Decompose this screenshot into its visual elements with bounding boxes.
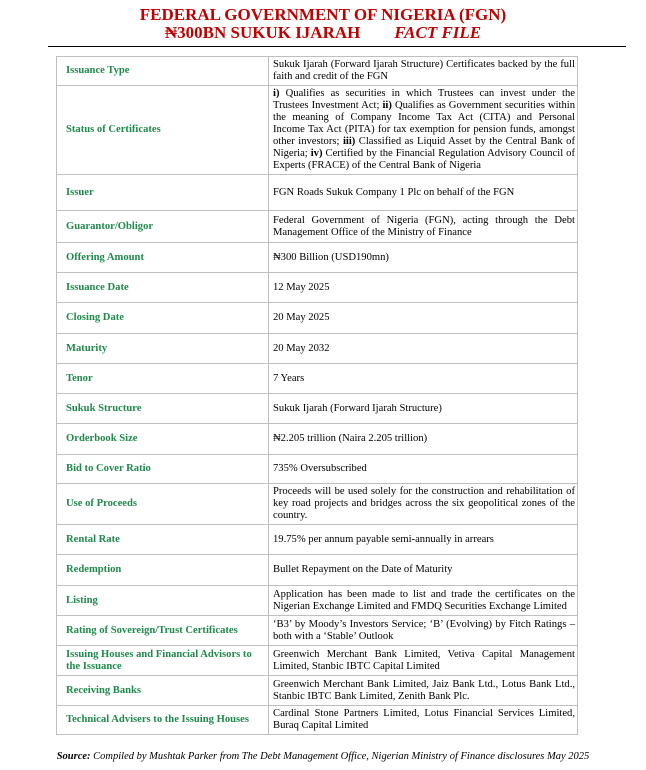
- row-value: Proceeds will be used solely for the construction and rehabilitation of key road projects and bridges across the six geopolitical zones of the country.: [269, 484, 578, 525]
- status-item-text: Classified as Liquid Asset by the Central Bank of Nigeria;: [273, 136, 576, 159]
- source-text: Compiled by Mushtak Parker from The Debt Management Office, Nigerian Ministry of Finance disclosures May 2025: [90, 751, 590, 762]
- table-row: [57, 676, 578, 706]
- row-label: Status of Certificates: [57, 86, 269, 175]
- row-value: 20 May 2025: [269, 303, 578, 334]
- table-row: [57, 525, 578, 555]
- row-label: Bid to Cover Ratio: [57, 455, 269, 484]
- status-item-number: iii): [342, 136, 356, 147]
- row-value: Sukuk Ijarah (Forward Ijarah Structure): [269, 394, 578, 424]
- row-value: 19.75% per annum payable semi-annually in arrears: [269, 525, 578, 555]
- table-row: [57, 484, 578, 525]
- row-value: ₦300 Billion (USD190mn): [269, 243, 578, 273]
- table-row: [57, 86, 578, 175]
- row-label: Issuer: [57, 175, 269, 211]
- document-title: FEDERAL GOVERNMENT OF NIGERIA (FGN): [139, 5, 507, 24]
- row-label: Guarantor/Obligor: [57, 211, 269, 243]
- row-label: Tenor: [57, 364, 269, 394]
- row-label: Rating of Sovereign/Trust Certificates: [57, 616, 269, 646]
- row-value: ‘B3’ by Moody’s Investors Service; ‘B’ (Evolving) by Fitch Ratings – both with a ‘Stable’ Outlook: [269, 616, 578, 646]
- status-item-number: iv): [310, 148, 323, 159]
- row-label: Receiving Banks: [57, 676, 269, 706]
- status-item-number: i): [273, 88, 280, 99]
- status-item-text: Qualifies as securities in which Trustees can invest under the Trustees Investment Act;: [273, 88, 575, 111]
- row-label: Issuance Date: [57, 273, 269, 303]
- table-row: [57, 646, 578, 676]
- table-row: [57, 424, 578, 455]
- row-value: Greenwich Merchant Bank Limited, Jaiz Bank Ltd., Lotus Bank Ltd., Stanbic IBTC Bank Limited, Zenith Bank Plc.: [269, 676, 578, 706]
- status-item-number: ii): [382, 100, 392, 111]
- table-row: [57, 211, 578, 243]
- row-value: 7 Years: [269, 364, 578, 394]
- row-label: Use of Proceeds: [57, 484, 269, 525]
- fact-file-label: FACT FILE: [394, 23, 482, 42]
- row-label: Offering Amount: [57, 243, 269, 273]
- table-row: [57, 303, 578, 334]
- row-label: Listing: [57, 586, 269, 616]
- table-row: [57, 586, 578, 616]
- row-value: 735% Oversubscribed: [269, 455, 578, 484]
- row-value: Application has been made to list and trade the certificates on the Nigerian Exchange Limited and FMDQ Securities Exchange Limited: [269, 586, 578, 616]
- row-value: Federal Government of Nigeria (FGN), acting through the Debt Management Office of the Ministry of Finance: [269, 211, 578, 243]
- table-row: [57, 364, 578, 394]
- status-item-text: Qualifies as Government securities within the meaning of Company Income Tax Act (CITA) and Personal Income Tax Act (PITA) for tax exemption for pension funds, amongst other investors;: [273, 100, 575, 147]
- table-row: [57, 243, 578, 273]
- row-label: Closing Date: [57, 303, 269, 334]
- row-value: FGN Roads Sukuk Company 1 Plc on behalf of the FGN: [269, 175, 578, 211]
- row-value: Cardinal Stone Partners Limited, Lotus Financial Services Limited, Buraq Capital Limited: [269, 706, 578, 735]
- table-row: [57, 273, 578, 303]
- table-row: [57, 616, 578, 646]
- table-row: [57, 455, 578, 484]
- row-value: Greenwich Merchant Bank Limited, Vetiva Capital Management Limited, Stanbic IBTC Capital Limited: [269, 646, 578, 676]
- sukuk-title: ₦300BN SUKUK IJARAH: [164, 23, 361, 42]
- fact-table: [56, 56, 578, 735]
- status-item-text: Certified by the Financial Regulation Advisory Council of Experts (FRACE) of the Central Bank of Nigeria: [273, 148, 575, 171]
- row-label: Rental Rate: [57, 525, 269, 555]
- row-label: Orderbook Size: [57, 424, 269, 455]
- row-label: Issuing Houses and Financial Advisors to the Issuance: [57, 646, 269, 676]
- document-subtitle: [0, 24, 646, 42]
- table-row: [57, 175, 578, 211]
- table-row: [57, 57, 578, 86]
- row-value: Bullet Repayment on the Date of Maturity: [269, 555, 578, 586]
- table-row: [57, 394, 578, 424]
- row-label: Maturity: [57, 334, 269, 364]
- source-note: [0, 751, 646, 762]
- table-row: [57, 334, 578, 364]
- row-label: Technical Advisers to the Issuing Houses: [57, 706, 269, 735]
- row-value: 12 May 2025: [269, 273, 578, 303]
- source-label: Source:: [56, 751, 91, 762]
- table-row: [57, 555, 578, 586]
- row-label: Sukuk Structure: [57, 394, 269, 424]
- title-divider: [48, 46, 626, 47]
- row-label: Redemption: [57, 555, 269, 586]
- table-row: [57, 706, 578, 735]
- status-of-certificates-value: [269, 86, 578, 175]
- row-value: 20 May 2032: [269, 334, 578, 364]
- row-label: Issuance Type: [57, 57, 269, 86]
- row-value: Sukuk Ijarah (Forward Ijarah Structure) Certificates backed by the full faith and credit of the FGN: [269, 57, 578, 86]
- row-value: ₦2.205 trillion (Naira 2.205 trillion): [269, 424, 578, 455]
